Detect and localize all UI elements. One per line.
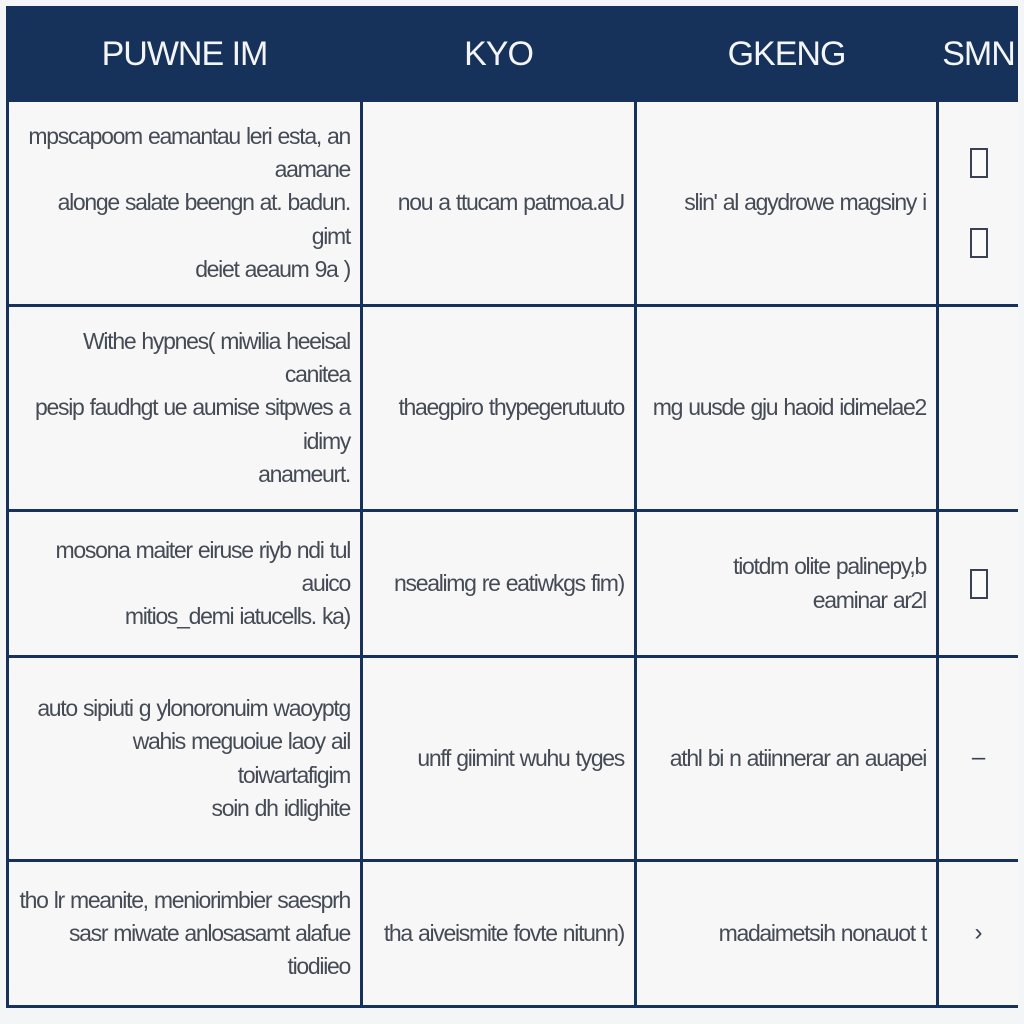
- table-cell-col-4: [939, 512, 1018, 655]
- table-cell-col-4: [939, 658, 1018, 859]
- table-cell-col-3: athl bi n atiinnerar an auapei: [637, 658, 936, 859]
- table-row: [9, 102, 1018, 304]
- table-cell-col-3: mg uusde gju haoid idimelae2: [637, 307, 936, 509]
- column-header-4[interactable]: SMN: [939, 9, 1018, 99]
- table-cell-col-1: auto sipiuti g ylonoronuim waoyptg wahis meguoiue laoy ail toiwartafigim soin dh idlighite: [9, 658, 360, 859]
- column-header-3[interactable]: GKENG: [637, 9, 936, 99]
- table-body: [9, 102, 1018, 1005]
- table-cell-col-1: mpscapoom eamantau leri esta, an aamane alonge salate beengn at. badun. gimt deiet aeaum 9a ): [9, 102, 360, 304]
- checkbox-group: [939, 148, 1018, 258]
- table-row: [9, 307, 1018, 509]
- table-cell-col-1: tho lr meanite, meniorimbier saesprh sasr miwate anlosasamt alafue tiodiieo: [9, 862, 360, 1005]
- row-checkbox[interactable]: [970, 569, 988, 599]
- table-row: [9, 658, 1018, 859]
- table-cell-col-3: tiotdm olite palinepy,b eaminar ar2l: [637, 512, 936, 655]
- table-cell-col-2: unff giimint wuhu tyges: [363, 658, 634, 859]
- table-cell-col-4: [939, 307, 1018, 509]
- table-cell-col-2: tha aiveismite fovte nitunn): [363, 862, 634, 1005]
- table-cell-col-4: [939, 102, 1018, 304]
- data-table-container: [6, 6, 1018, 1008]
- row-checkbox[interactable]: [970, 148, 988, 178]
- column-header-1[interactable]: PUWNE IM: [9, 9, 360, 99]
- row-mark: –: [971, 744, 986, 772]
- header-row: [9, 9, 1018, 99]
- table-cell-col-1: Withe hypnes( miwilia heeisal canitea pesip faudhgt ue aumise sitpwes a idimy anameurt.: [9, 307, 360, 509]
- data-table: [6, 6, 1021, 1008]
- table-row: [9, 512, 1018, 655]
- table-cell-col-2: nsealimg re eatiwkgs fim): [363, 512, 634, 655]
- table-cell-col-4: [939, 862, 1018, 1005]
- table-header: [9, 9, 1018, 99]
- table-cell-col-2: nou a ttucam patmoa.aU: [363, 102, 634, 304]
- row-mark: ›: [974, 919, 983, 947]
- table-cell-col-3: madaimetsih nonauot t: [637, 862, 936, 1005]
- checkbox-group: [939, 569, 1018, 599]
- column-header-2[interactable]: KYO: [363, 9, 634, 99]
- table-cell-col-2: thaegpiro thypegerutuuto: [363, 307, 634, 509]
- table-cell-col-3: slin' al agydrowe magsiny i: [637, 102, 936, 304]
- table-cell-col-1: mosona maiter eiruse riyb ndi tul auico mitios_demi iatucells. ka): [9, 512, 360, 655]
- row-checkbox[interactable]: [970, 228, 988, 258]
- table-row: [9, 862, 1018, 1005]
